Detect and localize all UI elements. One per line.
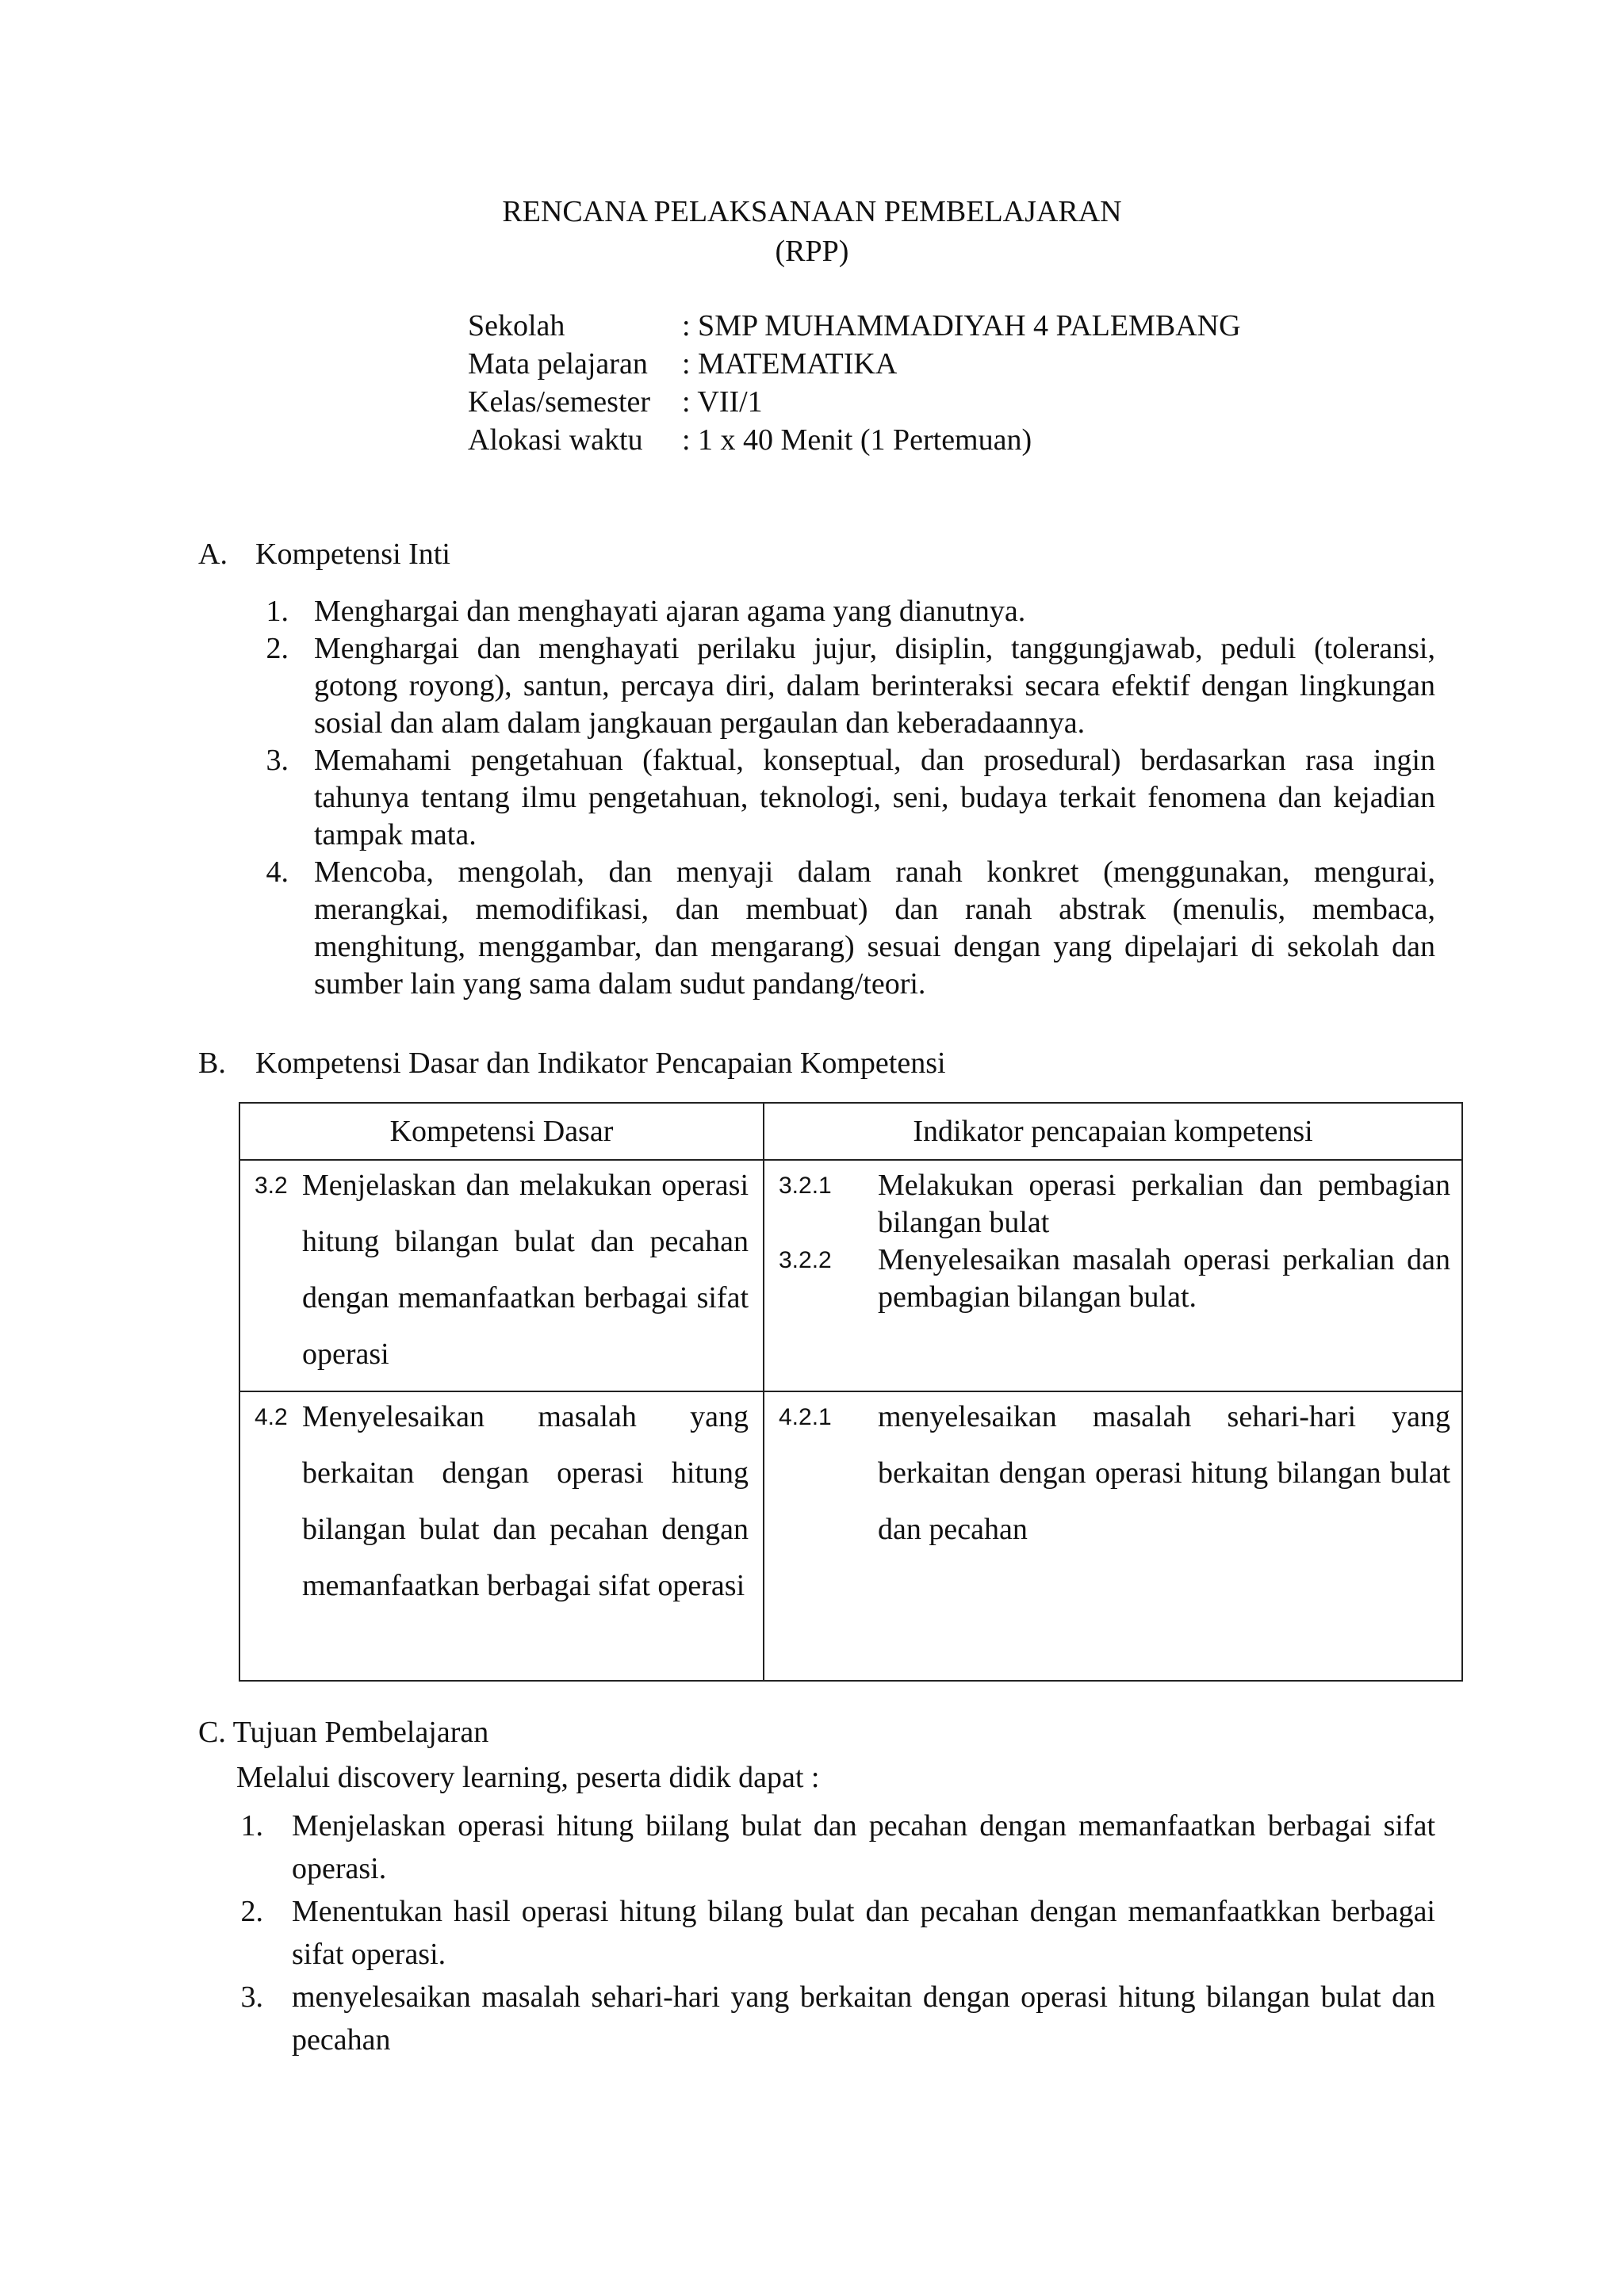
kd-cell [239, 1391, 764, 1681]
list-text: menyelesaikan masalah sehari-hari yang berkaitan dengan operasi hitung bilangan bulat dan pecahan [292, 1980, 1435, 2057]
list-item [230, 1804, 1435, 1890]
info-value: : SMP MUHAMMADIYAH 4 PALEMBANG [682, 309, 1241, 342]
list-text: Mencoba, mengolah, dan menyaji dalam ranah konkret (menggunakan, mengurai, merangkai, memodifikasi, dan membuat) dan ranah abstrak (menulis, membaca, menghitung, menggambar, dan mengarang) sesuai dengan yang dipelajari di sekolah dan sumber lain yang sama dalam sudut pandang/teori. [314, 855, 1435, 1001]
section-a-heading [198, 536, 450, 573]
info-value: : VII/1 [682, 385, 763, 419]
section-letter: A. [198, 538, 228, 571]
list-item [254, 593, 1435, 630]
section-c-heading: C. Tujuan Pembelajaran [198, 1716, 489, 1749]
column-header-kd: Kompetensi Dasar [239, 1103, 764, 1160]
info-row-school [468, 308, 1241, 346]
kompetensi-inti-list [254, 593, 1435, 1003]
list-text: Menentukan hasil operasi hitung bilang bulat dan pecahan dengan memanfaatkkan berbagai sifat operasi. [292, 1895, 1435, 1971]
indicator-item [779, 1167, 1450, 1242]
kd-cell [239, 1160, 764, 1391]
indicator-text: Menyelesaikan masalah operasi perkalian dan pembagian bilangan bulat. [878, 1243, 1450, 1314]
list-number: 3. [240, 1980, 263, 2014]
indicator-cell [764, 1160, 1462, 1391]
kd-text: Menyelesaikan masalah yang berkaitan dengan operasi hitung bilangan bulat dan pecahan dengan memanfaatkan berbagai sifat operasi [302, 1400, 749, 1602]
info-row-time [468, 422, 1241, 460]
section-b-heading [198, 1045, 946, 1082]
table-row [239, 1391, 1462, 1681]
tujuan-list [230, 1804, 1435, 2061]
list-number: 2. [266, 632, 289, 665]
list-number: 1. [266, 595, 289, 628]
list-item [254, 854, 1435, 1003]
list-item [230, 1976, 1435, 2061]
list-item [254, 742, 1435, 854]
indicator-cell [764, 1391, 1462, 1681]
section-letter: B. [198, 1047, 226, 1080]
info-value: : MATEMATIKA [682, 347, 898, 381]
indicator-text: Melakukan operasi perkalian dan pembagian bilangan bulat [878, 1169, 1450, 1239]
list-item [254, 630, 1435, 742]
list-number: 4. [266, 855, 289, 889]
info-label: Sekolah [468, 309, 565, 342]
list-item [230, 1890, 1435, 1976]
info-label: Kelas/semester [468, 385, 651, 419]
list-number: 1. [240, 1809, 263, 1843]
kd-text: Menjelaskan dan melakukan operasi hitung bilangan bulat dan pecahan dengan memanfaatkan berbagai sifat operasi [302, 1169, 749, 1371]
info-row-subject [468, 346, 1241, 384]
list-text: Menjelaskan operasi hitung biilang bulat dan pecahan dengan memanfaatkan berbagai sifat operasi. [292, 1809, 1435, 1885]
indicator-code: 3.2.1 [779, 1173, 832, 1199]
table-row [239, 1160, 1462, 1391]
list-text: Menghargai dan menghayati ajaran agama yang dianutnya. [314, 595, 1026, 628]
list-number: 3. [266, 744, 289, 777]
info-label: Alokasi waktu [468, 423, 643, 457]
table-header-row [239, 1103, 1462, 1160]
indicator-code: 4.2.1 [779, 1404, 832, 1430]
indicator-item [779, 1399, 1450, 1558]
info-label: Mata pelajaran [468, 347, 648, 381]
document-title: RENCANA PELAKSANAAN PEMBELAJARAN [502, 195, 1122, 228]
list-number: 2. [240, 1895, 263, 1928]
indicator-code: 3.2.2 [779, 1247, 832, 1273]
document-header [0, 193, 1624, 273]
list-text: Menghargai dan menghayati perilaku jujur, disiplin, tanggungjawab, peduli (toleransi, gotong royong), santun, percaya diri, dalam berinteraksi secara efektif dengan lingkungan sosial dan alam dalam jangkauan pergaulan dan keberadaannya. [314, 632, 1435, 740]
document-subtitle: (RPP) [775, 235, 849, 268]
kd-code: 4.2 [255, 1404, 288, 1430]
info-row-class [468, 384, 1241, 422]
competency-table [239, 1102, 1463, 1682]
section-title: Kompetensi Inti [255, 538, 450, 571]
list-text: Memahami pengetahuan (faktual, konseptual, dan prosedural) berdasarkan rasa ingin tahunya tentang ilmu pengetahuan, teknologi, seni, budaya terkait fenomena dan kejadian tampak mata. [314, 744, 1435, 851]
section-title: Kompetensi Dasar dan Indikator Pencapaian Kompetensi [255, 1047, 946, 1080]
indicator-item [779, 1242, 1450, 1316]
column-header-indicator: Indikator pencapaian kompetensi [764, 1103, 1462, 1160]
indicator-text: menyelesaikan masalah sehari-hari yang berkaitan dengan operasi hitung bilangan bulat dan pecahan [878, 1400, 1450, 1546]
info-value: : 1 x 40 Menit (1 Pertemuan) [682, 423, 1032, 457]
section-c-intro: Melalui discovery learning, peserta didik dapat : [236, 1761, 820, 1794]
kd-code: 3.2 [255, 1173, 288, 1199]
identity-block [468, 308, 1241, 460]
